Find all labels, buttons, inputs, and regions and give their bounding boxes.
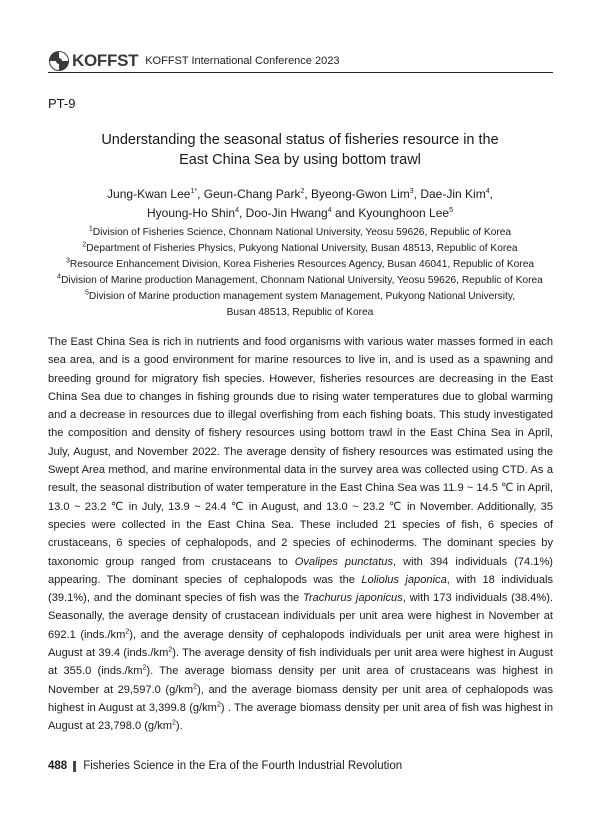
- author: Doo-Jin Hwang: [245, 206, 328, 220]
- author-list: [60, 185, 540, 223]
- affiliation: [40, 225, 560, 241]
- superscript: 2: [193, 682, 198, 690]
- abstract-text: ), and the average density of cephalopods individuals per unit area were highest in August at 39.4 (inds./km: [48, 628, 553, 660]
- page-footer: [48, 760, 402, 772]
- superscript: 2: [216, 701, 221, 709]
- logo-text: KOFFST: [72, 51, 139, 70]
- species-name: Loliolus japonica: [361, 573, 447, 586]
- affiliation: [40, 273, 560, 289]
- superscript: 2: [168, 646, 173, 654]
- author-sup: 4: [327, 207, 332, 214]
- running-header: [48, 50, 553, 73]
- author-line: Hyoung-Ho Shin$^4$, Doo-Jin Hwang$^4$ and Kyounghoon Lee$^5$: [147, 206, 453, 220]
- affiliation-list: [40, 225, 560, 321]
- author-sup: 4: [485, 188, 490, 195]
- author-conjunction: and: [334, 206, 355, 220]
- koffst-logo: [48, 51, 138, 71]
- book-title: Fisheries Science in the Era of the Fourth Industrial Revolution: [83, 760, 403, 772]
- abstract-text: ). The average biomass density per unit area of crustaceans was highest in November at 29,597.0 (g/km: [48, 665, 553, 696]
- species-name: Ovalipes punctatus: [294, 555, 394, 568]
- superscript: 2: [142, 664, 147, 672]
- title-line: Understanding the seasonal status of fisheries resource in the: [101, 132, 499, 148]
- affiliation: [40, 257, 560, 273]
- abstract-text: ). The average density of fish individuals per unit area were highest in August at 355.0 (inds./km: [48, 647, 553, 678]
- author: Jung-Kwan Lee: [107, 187, 191, 201]
- abstract-text: , with 173 individuals (38.4%). Seasonally, the average density of crustacean individuals per unit area were highest in November at 692.1 (inds./km: [48, 592, 554, 641]
- affiliation-text: Busan 48513, Republic of Korea: [226, 307, 374, 318]
- affiliation-text: Division of Marine production Management, Chonnam National University, Yeosu 59626, Republic of Korea: [61, 275, 543, 286]
- author-line: Jung-Kwan Lee$^{1*}$, Geun-Chang Park$^2$, Byeong-Gwon Lim$^3$, Dae-Jin Kim$^4$,: [107, 187, 493, 201]
- affiliation-num: 2: [82, 241, 87, 249]
- author-sup: 3: [409, 188, 414, 195]
- author-sup: 1*: [190, 188, 198, 195]
- paper-code: PT-9: [48, 96, 76, 111]
- affiliation-num: 5: [84, 289, 89, 297]
- abstract-paragraph: [48, 333, 553, 736]
- author-sup: 5: [449, 207, 453, 214]
- affiliation-num: 1: [88, 225, 93, 233]
- page-number: 488: [48, 760, 68, 772]
- author: Hyoung-Ho Shin: [147, 206, 236, 220]
- author-sup: 2: [300, 188, 305, 195]
- footer-separator: [73, 761, 76, 772]
- affiliation-num: 4: [57, 273, 62, 281]
- abstract-text: The East China Sea is rich in nutrients and food organisms with various water masses formed in each sea area, and is a good environment for marine resources to live in, and is used as a spawning and breeding ground for migratory fish species. However, fisheries resources are decreasing in the East China Sea due to changes in fishing grounds due to rising water temperatures due to global warming and a decrease in resources due to illegal overfishing from each fishing boats. This study investigated the composition and density of fishery resources using bottom trawl in the East China Sea in April, July, August, and November 2022. The average density of fishery resources was estimated using the Swept Area method, and marine environmental data in the survey area was collected using CTD. As a result, the seasonal distribution of water temperature in the East China Sea was 11.9 ~ 14.5 ℃ in April, 13.0 ~ 23.2 ℃ in July, 13.9 ~ 24.4 ℃ in August, and 13.0 ~ 23.2 ℃ in November. Additionally, 35 species were collected in the East China Sea. These included 21 species of fish, 6 species of crustaceans, 6 species of cephalopods, and 2 species of echinoderms. The dominant species by taxonomic group ranged from crustaceans to: [48, 336, 553, 568]
- abstract-text: , with 18 individuals (39.1%), and the dominant species of fish was the: [48, 573, 554, 605]
- superscript: 2: [125, 628, 130, 636]
- abstract: [48, 333, 553, 736]
- superscript: 2: [171, 719, 176, 727]
- abstract-text: ), and the average biomass density per unit area of cephalopods was highest in August at 3,399.8 (g/km: [48, 683, 554, 714]
- conference-name: KOFFST International Conference 2023: [145, 55, 340, 67]
- abstract-text: ).: [175, 720, 183, 733]
- affiliation-num: 3: [65, 257, 70, 265]
- title-line: East China Sea by using bottom trawl: [179, 152, 421, 168]
- affiliation-text: Department of Fisheries Physics, Pukyong National University, Busan 48513, Republic of Korea: [86, 243, 518, 254]
- affiliation: [40, 305, 560, 321]
- author-sup: 4: [235, 207, 239, 214]
- author: Byeong-Gwon Lim: [311, 187, 410, 201]
- paper-title: [60, 130, 540, 170]
- affiliation-text: Division of Fisheries Science, Chonnam National University, Yeosu 59626, Republic of Korea: [92, 227, 512, 238]
- author: Geun-Chang Park: [203, 187, 301, 201]
- affiliation-text: Resource Enhancement Division, Korea Fisheries Resources Agency, Busan 46041, Republic of Korea: [69, 259, 535, 270]
- abstract-text: , with 394 individuals (74.1%) appearing. The dominant species of cephalopods was the: [48, 555, 554, 586]
- species-name: Trachurus japonicus: [302, 592, 403, 605]
- affiliation-text: Division of Marine production management system Management, Pukyong National University,: [88, 291, 516, 302]
- affiliation: [40, 241, 560, 257]
- author: Dae-Jin Kim: [420, 187, 486, 201]
- abstract-text: ) . The average biomass density per unit area of fish was highest in August at 23,798.0 (g/km: [48, 701, 553, 733]
- affiliation: [40, 289, 560, 305]
- author: Kyounghoon Lee: [358, 206, 450, 220]
- koffst-logo-icon: [48, 50, 70, 72]
